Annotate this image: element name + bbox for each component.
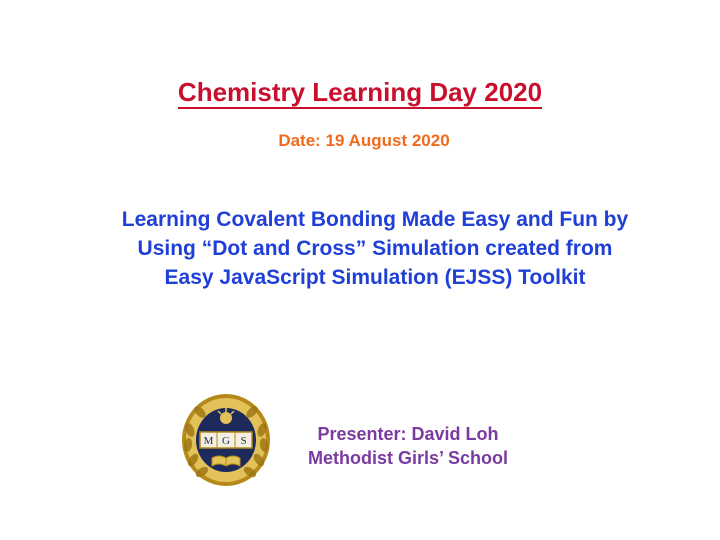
subtitle-line-1: Learning Covalent Bonding Made Easy and Fun by <box>121 208 629 231</box>
subtitle-line-3: Easy JavaScript Simulation (EJSS) Toolkit <box>164 266 586 289</box>
slide-title-text: Chemistry Learning Day 2020 <box>177 77 543 107</box>
slide-title <box>0 76 720 108</box>
event-date: Date: 19 August 2020 <box>278 131 450 150</box>
crest-letter-g: G <box>222 435 230 447</box>
subtitle-line-2: Using “Dot and Cross” Simulation created from <box>137 237 613 260</box>
school-crest-icon <box>178 390 274 490</box>
crest-letter-m: M <box>203 435 214 447</box>
presenter-name: Presenter: David Loh <box>317 424 499 444</box>
presenter-school: Methodist Girls’ School <box>307 448 509 468</box>
presenter-info <box>288 422 528 470</box>
crest-letter-s: S <box>240 435 247 447</box>
presentation-subtitle <box>80 205 670 292</box>
